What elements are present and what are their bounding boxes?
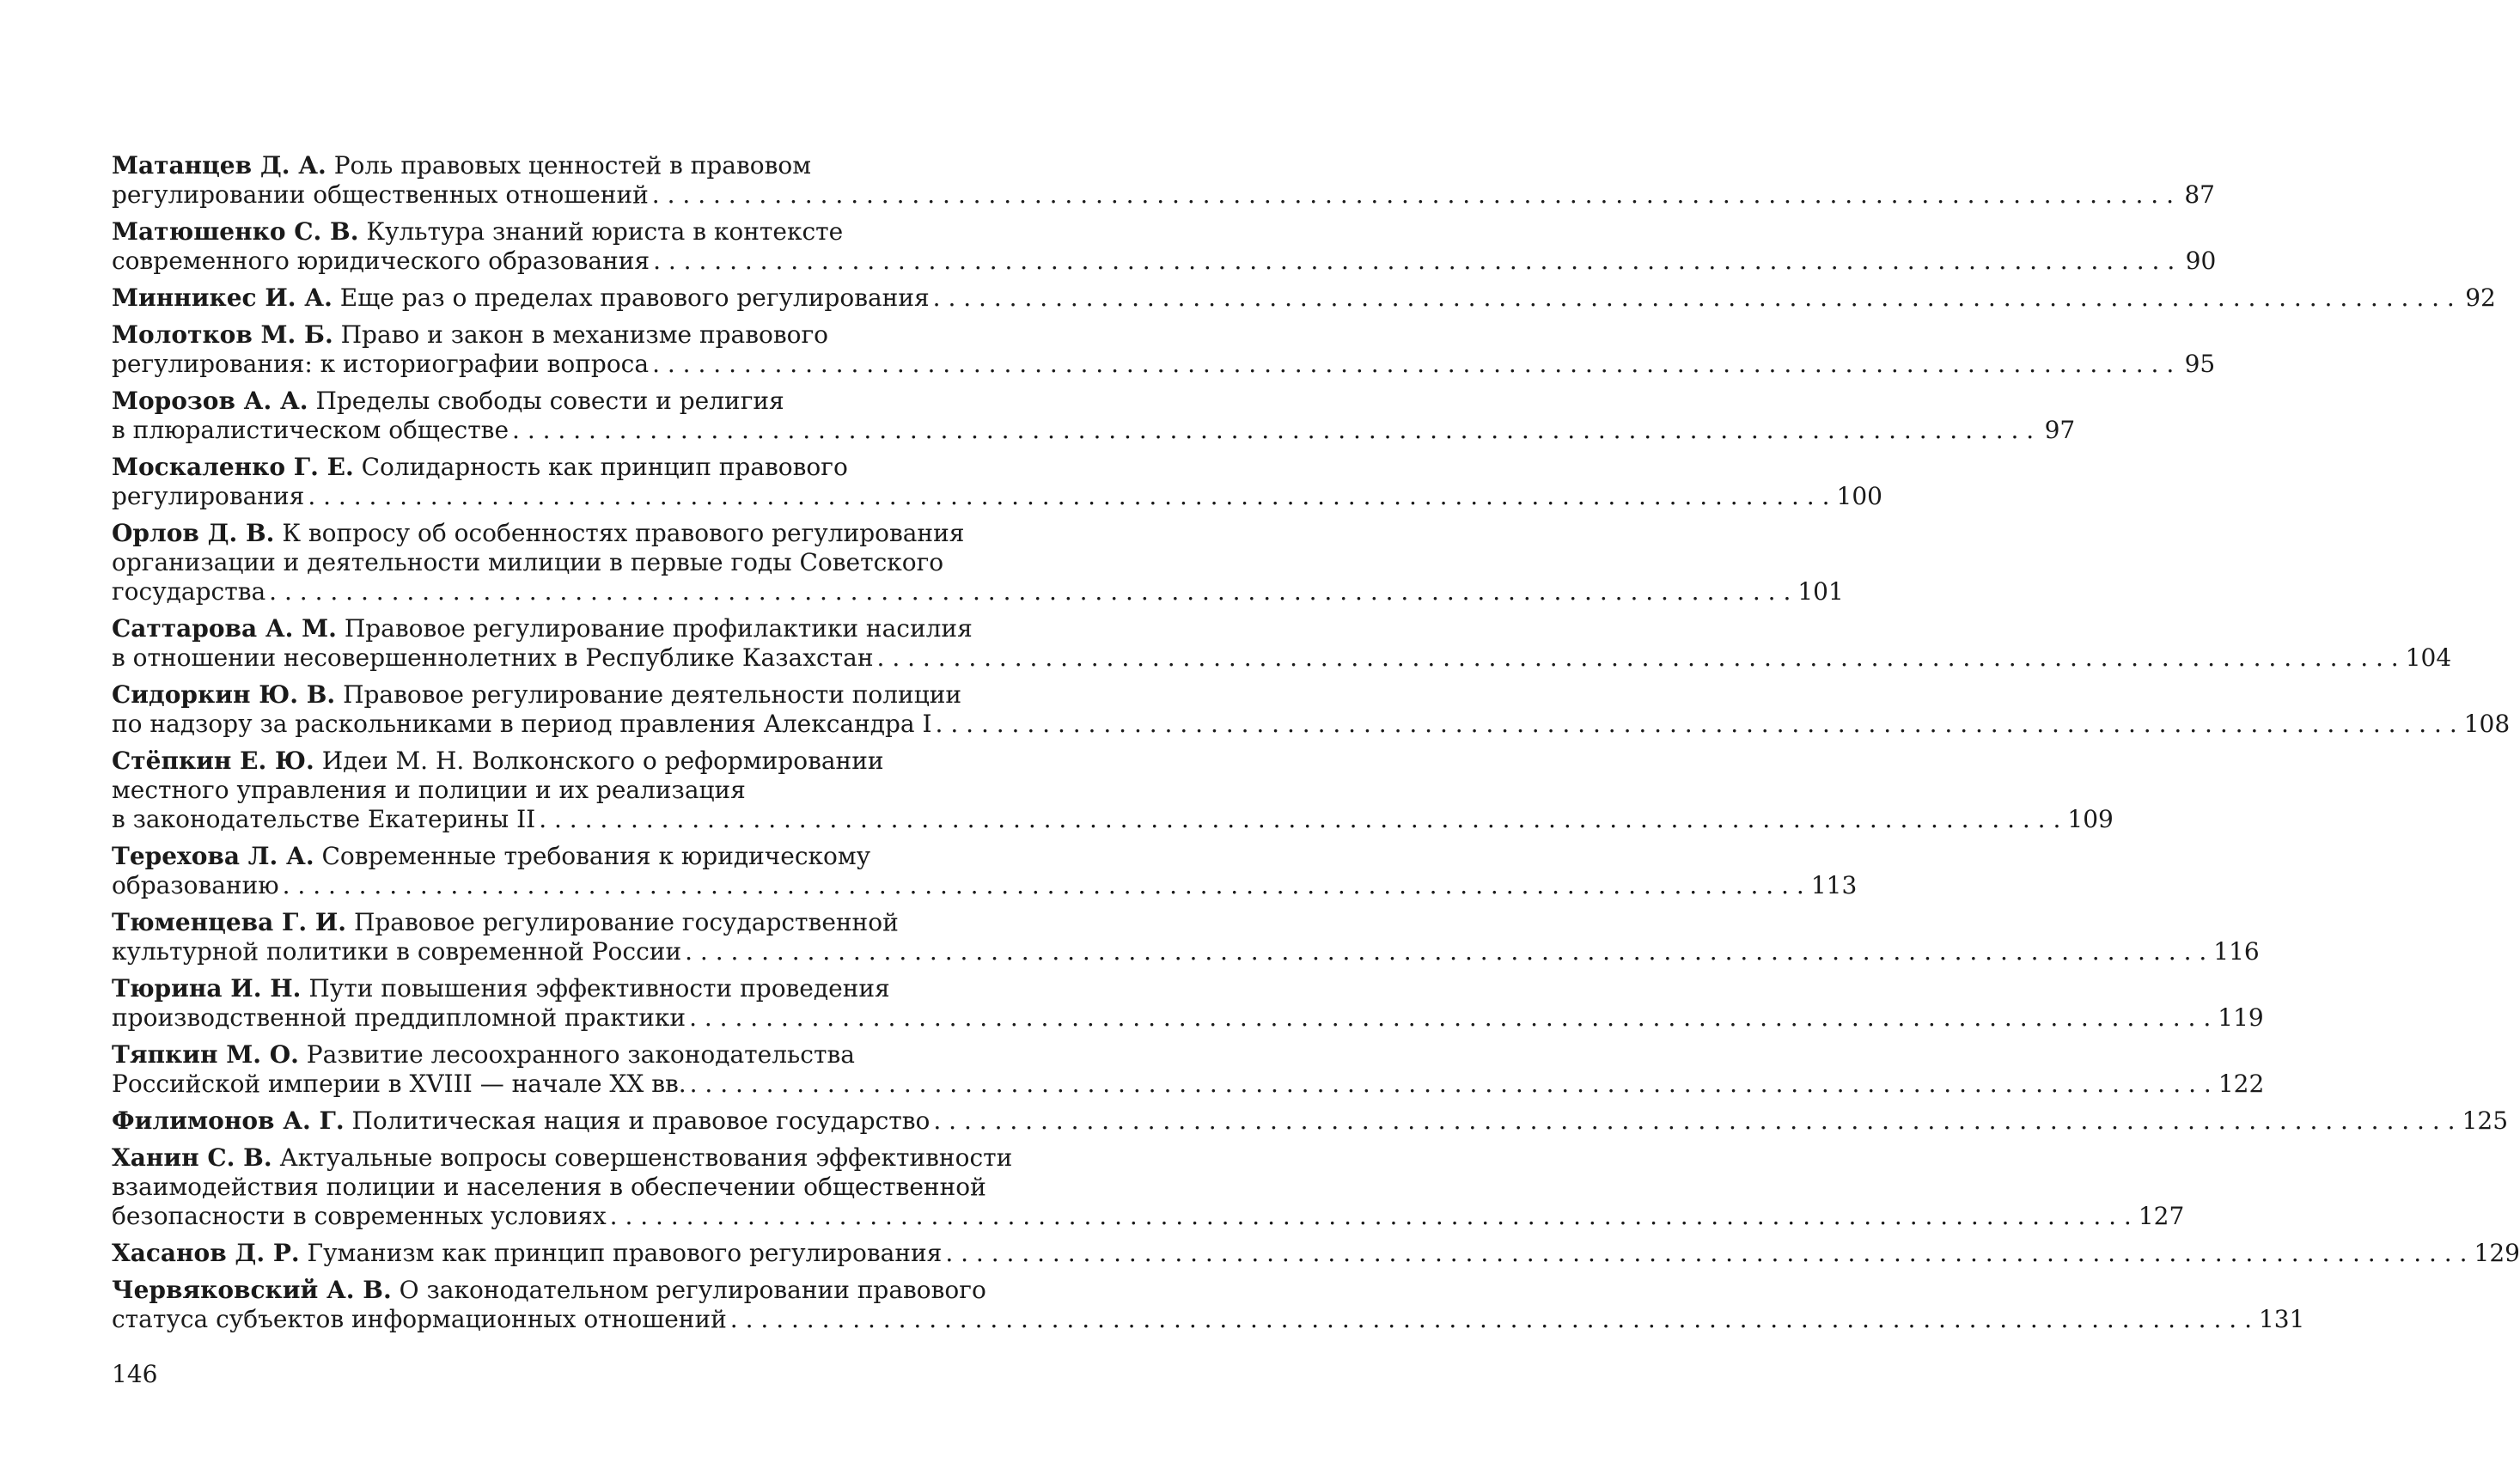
toc-entry-last-line <box>112 805 2114 834</box>
toc-entry-title: в отношении несовершеннолетних в Республике Казахстан <box>112 643 874 672</box>
toc-entry-text <box>112 614 973 643</box>
toc-entry-last-line <box>112 1239 2520 1268</box>
toc-entry-line <box>112 974 921 1003</box>
toc-entry <box>112 519 1844 607</box>
toc-entry <box>112 1040 2265 1099</box>
toc-entry-author: Москаленко Г. Е. <box>112 453 354 481</box>
toc-entry <box>112 1143 2185 1231</box>
toc-entry-author: Хасанов Д. Р. <box>112 1239 300 1267</box>
toc-entry-title: по надзору за раскольниками в период правления Александра I <box>112 710 932 738</box>
dot-leader <box>610 1202 2132 1231</box>
toc-entry-title: производственной преддипломной практики <box>112 1003 686 1032</box>
toc-entry-page-number: 122 <box>2218 1070 2265 1098</box>
toc-entry-title: местного управления и полиции и их реализация <box>112 776 746 804</box>
toc-entry-title: Развитие лесоохранного законодательства <box>306 1040 855 1069</box>
toc-entry-line <box>112 614 973 643</box>
toc-entry <box>112 1276 2305 1334</box>
toc-entry-title: Солидарность как принцип правового <box>361 453 848 481</box>
toc-entry-last-line <box>112 1106 2509 1136</box>
toc-entry-line <box>112 842 921 871</box>
toc-entry-title: в плюралистическом обществе <box>112 416 509 444</box>
toc-entry-page-number: 116 <box>2213 937 2260 966</box>
toc-entry-text <box>112 1173 986 1201</box>
toc-entry-text <box>112 1106 930 1136</box>
toc-entry-title: культурной политики в современной России <box>112 937 682 966</box>
table-of-contents <box>112 151 2520 1342</box>
dot-leader <box>269 577 1791 607</box>
toc-entry <box>112 1106 2509 1136</box>
toc-entry-last-line <box>112 1003 2264 1033</box>
toc-entry-title: Современные требования к юридическому <box>321 842 871 870</box>
toc-entry-text <box>112 453 848 481</box>
toc-entry-title: Правовое регулирование деятельности полиции <box>343 680 962 709</box>
toc-entry-last-line <box>112 350 2216 379</box>
toc-entry <box>112 842 1858 900</box>
toc-entry-author: Тяпкин М. О. <box>112 1040 299 1069</box>
toc-entry-line <box>112 908 921 937</box>
toc-entry <box>112 217 2217 276</box>
toc-entry-text <box>112 283 930 313</box>
toc-entry <box>112 747 2114 834</box>
toc-entry-text <box>112 320 828 349</box>
toc-entry-author: Ханин С. В. <box>112 1143 272 1172</box>
toc-entry-author: Саттарова А. М. <box>112 614 337 643</box>
dot-leader <box>283 871 1804 900</box>
toc-entry-title: Культура знаний юриста в контексте <box>366 217 844 246</box>
toc-entry-text <box>112 710 932 739</box>
toc-entry-text <box>112 680 961 709</box>
toc-entry-line <box>112 1173 986 1202</box>
toc-entry-text <box>112 747 884 775</box>
toc-entry-text <box>112 805 535 834</box>
toc-entry-title: взаимодействия полиции и населения в обеспечении общественной <box>112 1173 986 1201</box>
toc-entry-title: Пути повышения эффективности проведения <box>308 974 890 1003</box>
toc-entry-text <box>112 577 265 607</box>
toc-entry-text <box>112 1239 942 1268</box>
toc-entry <box>112 974 2264 1033</box>
toc-entry-title: регулирования <box>112 482 305 510</box>
toc-entry-line <box>112 320 921 350</box>
toc-entry-text <box>112 871 279 900</box>
toc-entry-page-number: 127 <box>2138 1202 2185 1230</box>
toc-entry-page-number: 90 <box>2185 247 2217 275</box>
toc-entry-line <box>112 453 921 482</box>
toc-entry <box>112 387 2076 445</box>
toc-entry-author: Червяковский А. В. <box>112 1276 392 1304</box>
toc-entry-author: Молотков М. Б. <box>112 320 333 349</box>
toc-entry-author: Стёпкин Е. Ю. <box>112 747 314 775</box>
toc-entry <box>112 283 2496 313</box>
toc-entry-title: Роль правовых ценностей в правовом <box>333 151 811 180</box>
toc-entry-line <box>112 680 962 710</box>
dot-leader <box>877 643 2399 673</box>
toc-entry-line <box>112 217 921 247</box>
toc-entry-page-number: 119 <box>2218 1003 2264 1032</box>
dot-leader <box>689 1003 2211 1033</box>
toc-entry-author: Матюшенко С. В. <box>112 217 359 246</box>
dot-leader <box>652 180 2174 210</box>
toc-entry-last-line <box>112 937 2260 966</box>
toc-entry <box>112 908 2260 966</box>
toc-entry-text <box>112 1003 686 1033</box>
toc-entry-title: регулирования: к историографии вопроса <box>112 350 650 378</box>
page-number: 146 <box>112 1360 158 1388</box>
dot-leader <box>945 1239 2467 1268</box>
toc-entry-page-number: 104 <box>2405 643 2452 672</box>
toc-entry-page-number: 95 <box>2184 350 2216 378</box>
toc-entry-author: Морозов А. А. <box>112 387 308 415</box>
toc-entry-text <box>112 937 681 966</box>
toc-entry-text <box>112 151 811 180</box>
toc-entry-text <box>112 519 964 547</box>
toc-entry-text <box>112 842 870 870</box>
toc-entry-title: Актуальные вопросы совершенствования эффективности <box>279 1143 1013 1172</box>
toc-entry <box>112 320 2216 379</box>
dot-leader <box>653 247 2175 276</box>
toc-entry-last-line <box>112 482 1882 511</box>
toc-entry-author: Филимонов А. Г. <box>112 1106 345 1135</box>
toc-entry-text <box>112 908 899 936</box>
toc-entry-last-line <box>112 1305 2305 1334</box>
toc-entry-line <box>112 519 965 548</box>
dot-leader <box>512 416 2034 445</box>
toc-entry-title: О законодательном регулировании правового <box>399 1276 986 1304</box>
toc-entry-page-number: 129 <box>2474 1239 2520 1267</box>
toc-entry-line <box>112 1143 1013 1173</box>
dot-leader <box>936 710 2457 739</box>
toc-entry-text <box>112 350 649 379</box>
toc-entry-title: Российской империи в XVIII — начале XX вв. <box>112 1070 686 1098</box>
toc-entry-title: регулировании общественных отношений <box>112 180 649 209</box>
toc-entry-title: статуса субъектов информационных отношений <box>112 1305 727 1333</box>
toc-entry-text <box>112 1040 855 1069</box>
toc-entry <box>112 151 2215 210</box>
toc-entry-line <box>112 387 921 416</box>
toc-entry-title: Правовое регулирование профилактики насилия <box>344 614 973 643</box>
toc-entry-text <box>112 776 746 804</box>
toc-entry-text <box>112 643 874 673</box>
toc-entry-text <box>112 1143 1012 1172</box>
toc-entry <box>112 680 2511 739</box>
toc-entry-title: организации и деятельности милиции в первые годы Советского <box>112 548 944 576</box>
toc-entry-page-number: 125 <box>2462 1106 2509 1135</box>
toc-entry-title: Еще раз о пределах правового регулирования <box>339 283 930 312</box>
dot-leader <box>690 1070 2212 1099</box>
toc-entry <box>112 1239 2520 1268</box>
toc-entry-title: государства <box>112 577 266 606</box>
toc-entry-page-number: 131 <box>2258 1305 2305 1333</box>
toc-entry-last-line <box>112 710 2511 739</box>
toc-entry-last-line <box>112 283 2496 313</box>
toc-entry-page-number: 97 <box>2044 416 2076 444</box>
toc-entry-page-number: 87 <box>2184 180 2215 209</box>
toc-entry-title: безопасности в современных условиях <box>112 1202 607 1230</box>
toc-entry-last-line <box>112 1202 2185 1231</box>
dot-leader <box>652 350 2174 379</box>
toc-entry-line <box>112 747 921 776</box>
toc-entry-text <box>112 180 649 210</box>
toc-entry-page-number: 101 <box>1797 577 1844 606</box>
dot-leader <box>933 283 2455 313</box>
toc-entry-text <box>112 1276 986 1304</box>
toc-entry-author: Терехова Л. А. <box>112 842 314 870</box>
toc-entry-author: Тюменцева Г. И. <box>112 908 347 936</box>
toc-entry-author: Минникес И. А. <box>112 283 333 312</box>
toc-entry-last-line <box>112 416 2076 445</box>
toc-entry <box>112 453 1882 511</box>
toc-entry-title: Правовое регулирование государственной <box>353 908 899 936</box>
toc-entry-page-number: 92 <box>2465 283 2496 312</box>
toc-entry-page-number: 100 <box>1836 482 1882 510</box>
toc-entry-line <box>112 548 944 577</box>
toc-entry-line <box>112 776 921 805</box>
toc-entry-title: Право и закон в механизме правового <box>340 320 829 349</box>
toc-entry-text <box>112 1305 727 1334</box>
toc-entry-last-line <box>112 871 1858 900</box>
dot-leader <box>933 1106 2455 1136</box>
toc-entry-title: Идеи М. Н. Волконского о реформировании <box>321 747 884 775</box>
toc-entry-line <box>112 151 921 180</box>
toc-entry-author: Тюрина И. Н. <box>112 974 302 1003</box>
toc-entry-last-line <box>112 577 1844 607</box>
toc-entry-title: Политическая нация и правовое государство <box>351 1106 931 1135</box>
toc-entry-title: современного юридического образования <box>112 247 650 275</box>
toc-entry-text <box>112 387 784 415</box>
toc-entry-last-line <box>112 1070 2265 1099</box>
dot-leader <box>730 1305 2252 1334</box>
toc-entry-text <box>112 217 843 246</box>
toc-entry <box>112 614 2452 673</box>
toc-entry-text <box>112 1070 686 1099</box>
toc-entry-text <box>112 1202 607 1231</box>
toc-entry-text <box>112 482 304 511</box>
toc-entry-title: образованию <box>112 871 279 899</box>
toc-entry-last-line <box>112 247 2217 276</box>
toc-entry-text <box>112 416 509 445</box>
toc-entry-author: Матанцев Д. А. <box>112 151 326 180</box>
toc-entry-line <box>112 1276 986 1305</box>
toc-entry-page-number: 109 <box>2067 805 2114 833</box>
toc-entry-line <box>112 1040 921 1070</box>
toc-entry-title: Пределы свободы совести и религия <box>315 387 784 415</box>
toc-entry-text <box>112 974 890 1003</box>
toc-entry-page-number: 113 <box>1810 871 1858 899</box>
dot-leader <box>539 805 2060 834</box>
toc-entry-author: Сидоркин Ю. В. <box>112 680 336 709</box>
toc-entry-text <box>112 247 650 276</box>
toc-entry-page-number: 108 <box>2463 710 2511 738</box>
toc-entry-last-line <box>112 643 2452 673</box>
toc-entry-author: Орлов Д. В. <box>112 519 275 547</box>
toc-entry-title: в законодательстве Екатерины II <box>112 805 536 833</box>
toc-entry-title: К вопросу об особенностях правового регулирования <box>282 519 965 547</box>
toc-entry-text <box>112 548 943 576</box>
dot-leader <box>308 482 1829 511</box>
dot-leader <box>685 937 2206 966</box>
toc-entry-title: Гуманизм как принцип правового регулирования <box>307 1239 943 1267</box>
toc-entry-last-line <box>112 180 2215 210</box>
